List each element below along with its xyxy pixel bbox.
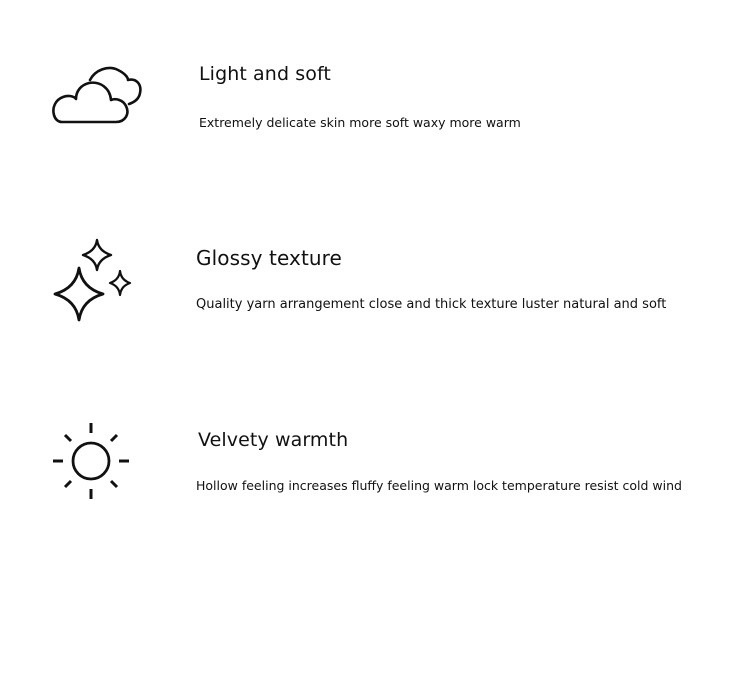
feature-title: Light and soft — [199, 63, 331, 85]
sun-icon — [52, 421, 132, 501]
feature-title: Velvety warmth — [198, 429, 349, 451]
feature-title: Glossy texture — [196, 246, 342, 270]
cloud-icon — [50, 64, 144, 126]
feature-light-and-soft — [0, 0, 750, 200]
feature-description: Hollow feeling increases fluffy feeling warm lock temperature resist cold wind — [196, 478, 682, 493]
feature-glossy-texture — [0, 200, 750, 400]
sparkle-icon — [50, 238, 134, 322]
feature-description: Quality yarn arrangement close and thick texture luster natural and soft — [196, 297, 667, 312]
feature-velvety-warmth — [0, 400, 750, 600]
feature-description: Extremely delicate skin more soft waxy more warm — [199, 115, 521, 130]
